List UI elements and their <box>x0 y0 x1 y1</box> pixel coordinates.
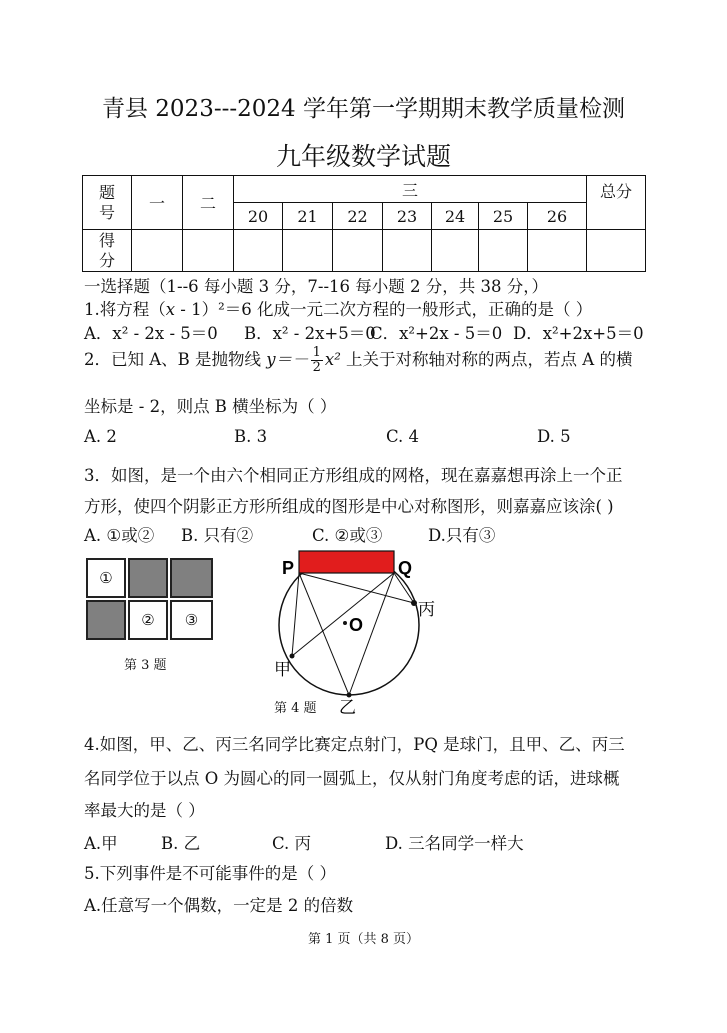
sub-col-25: 25 <box>479 203 528 230</box>
grid-cell-3 <box>170 600 213 640</box>
score-cell[interactable] <box>183 230 234 272</box>
score-cell[interactable] <box>528 230 587 272</box>
score-cell[interactable] <box>383 230 432 272</box>
q1-var: x <box>165 300 176 319</box>
section-heading: 一选择题（1--6 每小题 3 分，7--16 每小题 2 分，共 38 分，） <box>84 277 548 296</box>
q2-frac-num: 1 <box>312 345 321 360</box>
row-score-label: 得 分 <box>83 230 132 272</box>
fig4-line <box>299 573 349 695</box>
q4-stem-line2: 名同学位于以点 O 为圆心的同一圆弧上，仅从射门角度考虑的话，进球概 <box>84 769 620 788</box>
fig4-point-bing <box>411 600 417 606</box>
q5-option-a: A.任意写一个偶数，一定是 2 的倍数 <box>84 896 354 915</box>
page-footer: 第 1 页（共 8 页） <box>307 932 420 947</box>
q2-eq-lhs: y＝－ <box>266 350 309 369</box>
fig4-label-q: Q <box>398 558 413 578</box>
header-ti-hao: 题 号 <box>83 176 132 230</box>
score-table <box>82 175 646 272</box>
fig4-label-o: O <box>349 615 364 635</box>
q2-eq-rhs: x² <box>324 350 341 369</box>
header-part-three: 三 <box>234 176 587 203</box>
sub-col-20: 20 <box>234 203 283 230</box>
q2-fraction <box>311 346 323 375</box>
header-total: 总分 <box>587 176 646 230</box>
fig4-label-yi: 乙 <box>339 698 356 715</box>
sub-col-24: 24 <box>432 203 479 230</box>
q2-option-c: C. 4 <box>386 427 420 446</box>
fig4-point-jia <box>290 654 295 659</box>
grid-cell-1 <box>86 558 126 598</box>
sub-col-21: 21 <box>283 203 333 230</box>
q3-option-a: A. ①或② <box>84 526 155 545</box>
grid-label-3: ③ <box>184 611 199 629</box>
grid-label-1: ① <box>99 569 113 587</box>
q3-option-c: C. ②或③ <box>312 526 383 545</box>
score-cell[interactable] <box>479 230 528 272</box>
fig4-label-bing: 丙 <box>418 600 435 620</box>
q1-option-b: B．x² - 2x+5＝0 <box>244 324 376 343</box>
fig4-label-p: P <box>282 558 295 578</box>
fig4-point-yi <box>347 693 352 698</box>
q3-stem-line1: 3．如图，是一个由六个相同正方形组成的网格，现在嘉嘉想再涂上一个正 <box>84 466 623 485</box>
score-cell[interactable] <box>234 230 283 272</box>
fig4-label-jia: 甲 <box>274 660 291 680</box>
sub-col-23: 23 <box>383 203 432 230</box>
grid-label-2: ② <box>141 611 155 629</box>
grid-cell-shaded <box>170 558 213 598</box>
q3-stem-line2: 方形，使四个阴影正方形所组成的图形是中心对称图形，则嘉嘉应该涂( ) <box>84 497 614 516</box>
q4-option-c: C. 丙 <box>272 834 312 853</box>
score-cell[interactable] <box>283 230 333 272</box>
q2-stem-part: 2．已知 A、B 是抛物线 <box>84 350 267 369</box>
fig4-goal <box>299 551 394 573</box>
header-part-two: 二 <box>183 176 234 230</box>
q3-option-d: D.只有③ <box>428 526 496 545</box>
q4-stem-line3: 率最大的是（ ） <box>84 801 205 820</box>
q1-stem-part: - 1）²＝6 化成一元二次方程的一般形式，正确的是（ ） <box>175 300 593 319</box>
q1-stem-part: 1.将方程（ <box>84 300 166 319</box>
score-cell[interactable] <box>587 230 646 272</box>
q2-stem-line2: 坐标是 - 2，则点 B 横坐标为（ ） <box>84 397 337 416</box>
q4-stem-line1: 4.如图，甲、乙、丙三名同学比赛定点射门，PQ 是球门，且甲、乙、丙三 <box>84 735 625 754</box>
q2-option-b: B. 3 <box>234 427 268 446</box>
q2-frac-den: 2 <box>312 360 321 375</box>
q2-option-a: A. 2 <box>84 427 117 446</box>
grid-cell-shaded <box>86 600 126 640</box>
q1-option-a: A．x² - 2x - 5＝0 <box>84 324 218 343</box>
q1-option-d: D．x²+2x+5＝0 <box>513 324 644 343</box>
q2-stem-line1 <box>84 346 632 375</box>
score-cell[interactable] <box>132 230 183 272</box>
fig4-diagram <box>262 545 452 715</box>
score-cell[interactable] <box>333 230 383 272</box>
header-part-one: 一 <box>132 176 183 230</box>
q2-option-d: D. 5 <box>537 427 571 446</box>
score-cell[interactable] <box>432 230 479 272</box>
sub-col-22: 22 <box>333 203 383 230</box>
fig4-line <box>292 573 299 656</box>
q1-stem <box>84 296 592 320</box>
q4-option-a: A.甲 <box>84 834 118 853</box>
fig4-point-o <box>343 621 347 625</box>
q3-option-b: B. 只有② <box>181 526 254 545</box>
exam-subtitle: 九年级数学试题 <box>275 142 451 171</box>
grid-cell-2 <box>128 600 168 640</box>
fig3-caption: 第 3 题 <box>124 658 167 673</box>
q2-stem-part: 上关于对称轴对称的两点，若点 A 的横 <box>340 350 633 369</box>
exam-title: 青县 2023---2024 学年第一学期期末教学质量检测 <box>101 96 625 122</box>
fig4-caption: 第 4 题 <box>274 701 317 716</box>
grid-cell-shaded <box>128 558 168 598</box>
q4-option-d: D. 三名同学一样大 <box>385 834 524 853</box>
q1-option-c: C．x²+2x - 5＝0 <box>370 324 503 343</box>
q4-option-b: B. 乙 <box>161 834 201 853</box>
q5-stem: 5.下列事件是不可能事件的是（ ） <box>84 864 336 883</box>
sub-col-26: 26 <box>528 203 587 230</box>
